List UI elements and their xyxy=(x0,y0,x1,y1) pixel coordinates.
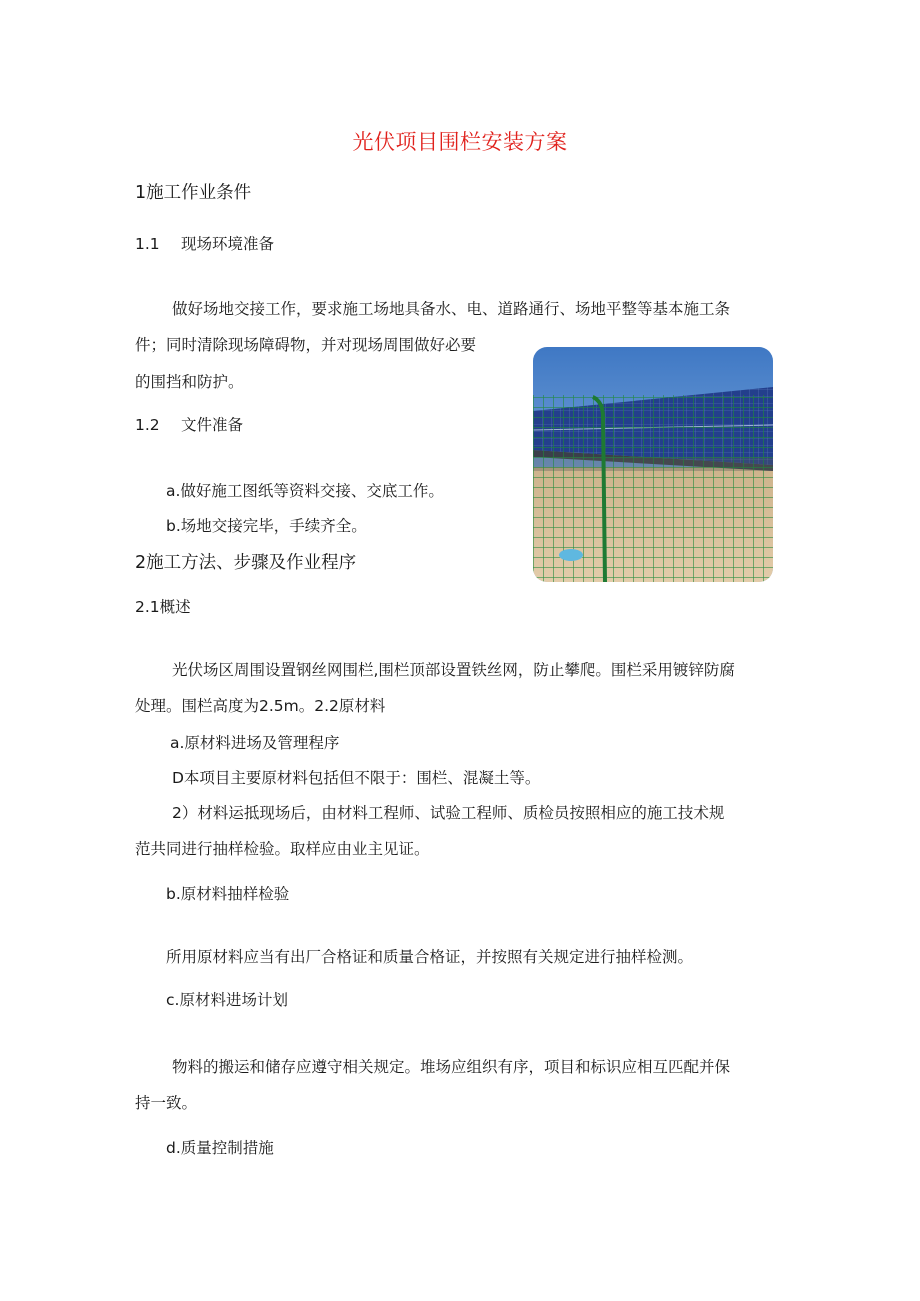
paragraph-line: 的围挡和防护。 xyxy=(135,373,244,391)
solar-panel-fence-photo xyxy=(533,347,773,582)
document-title: 光伏项目围栏安装方案 xyxy=(352,130,568,154)
paragraph-line: 做好场地交接工作，要求施工场地具备水、电、道路通行、场地平整等基本施工条 xyxy=(172,300,731,318)
subsection-heading-1-1 xyxy=(135,232,274,254)
subsection-label: 现场环境准备 xyxy=(181,235,275,253)
paragraph-line: 所用原材料应当有出厂合格证和质量合格证，并按照有关规定进行抽样检测。 xyxy=(166,948,694,966)
paragraph-line: 2）材料运抵现场后，由材料工程师、试验工程师、质检员按照相应的施工技术规 xyxy=(172,804,725,822)
section-heading-1: 1施工作业条件 xyxy=(135,183,252,203)
subsection-heading-2-1: 2.1概述 xyxy=(135,598,191,616)
list-item: a.做好施工图纸等资料交接、交底工作。 xyxy=(166,482,444,500)
paragraph-line: 光伏场区周围设置钢丝网围栏,围栏顶部设置铁丝网，防止攀爬。围栏采用镀锌防腐 xyxy=(172,661,735,679)
list-item: c.原材料进场计划 xyxy=(166,991,288,1009)
subsection-heading-1-2 xyxy=(135,413,243,435)
paragraph-line: 持一致。 xyxy=(135,1094,198,1112)
subsection-number: 1.1 xyxy=(135,235,160,253)
list-item: b.原材料抽样检验 xyxy=(166,885,290,903)
paragraph-line: 物料的搬运和储存应遵守相关规定。堆场应组织有序，项目和标识应相互匹配并保 xyxy=(172,1058,731,1076)
list-item: b.场地交接完毕，手续齐全。 xyxy=(166,517,367,535)
paragraph-line: 范共同进行抽样检验。取样应由业主见证。 xyxy=(135,840,430,858)
list-item: d.质量控制措施 xyxy=(166,1139,274,1157)
section-heading-2: 2施工方法、步骤及作业程序 xyxy=(135,553,357,573)
list-item: a.原材料进场及管理程序 xyxy=(170,734,340,752)
subsection-label: 文件准备 xyxy=(181,416,244,434)
subsection-number: 1.2 xyxy=(135,416,160,434)
paragraph-line: 件；同时清除现场障碍物，并对现场周围做好必要 xyxy=(135,336,477,354)
paragraph-line: 处理。围栏高度为2.5m。2.2原材料 xyxy=(135,697,386,715)
list-item: D本项目主要原材料包括但不限于：围栏、混凝土等。 xyxy=(172,769,541,787)
